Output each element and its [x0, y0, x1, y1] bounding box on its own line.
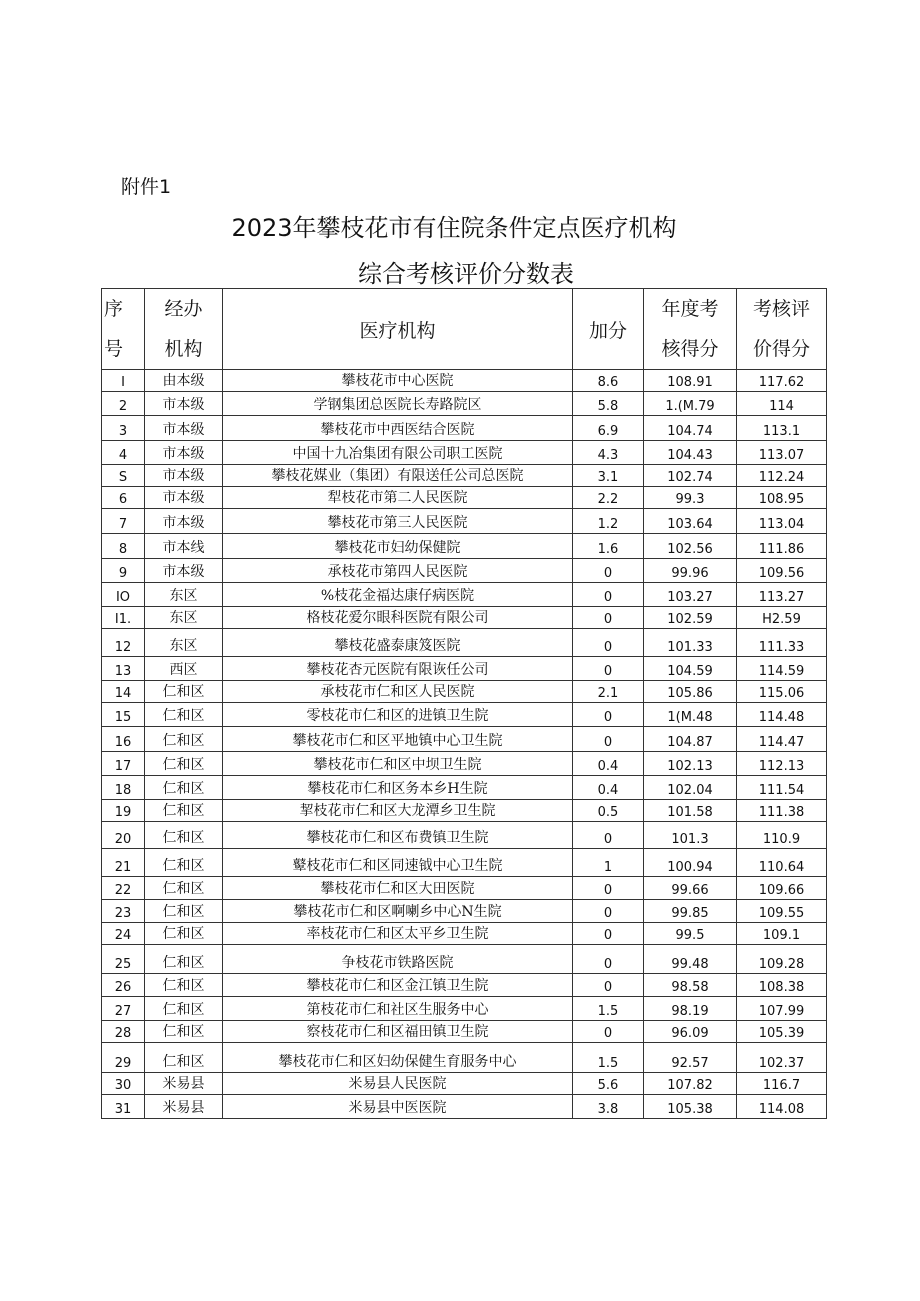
row-level: 市本级 [145, 441, 223, 465]
row-level: 仁和区 [145, 681, 223, 703]
row-final-score: 102.37 [737, 1043, 827, 1073]
row-seq: 27 [102, 997, 145, 1021]
row-annual-score: 99.85 [644, 900, 737, 923]
row-final-score: 114.47 [737, 727, 827, 752]
row-seq: 31 [102, 1095, 145, 1119]
table-header-row [102, 289, 827, 370]
row-annual-score: 108.91 [644, 370, 737, 392]
table-row [102, 534, 827, 559]
row-annual-score: 102.13 [644, 752, 737, 776]
table-row [102, 1043, 827, 1073]
row-org: 挈枝花市仁和区大龙潭乡卫生院 [223, 800, 573, 822]
table-row [102, 416, 827, 441]
row-annual-score: 1.(M.79 [644, 392, 737, 416]
row-seq: 4 [102, 441, 145, 465]
row-annual-score: 99.5 [644, 923, 737, 945]
row-final-score: 117.62 [737, 370, 827, 392]
table-row [102, 800, 827, 822]
row-level: 西区 [145, 657, 223, 681]
row-annual-score: 102.74 [644, 465, 737, 487]
row-seq: 12 [102, 629, 145, 657]
row-org: 察枝花市仁和区福田镇卫生院 [223, 1021, 573, 1043]
row-seq: 8 [102, 534, 145, 559]
row-level: 仁和区 [145, 800, 223, 822]
row-annual-score: 101.33 [644, 629, 737, 657]
row-final-score: 113.04 [737, 509, 827, 534]
row-bonus: 5.6 [573, 1073, 644, 1095]
table-row [102, 752, 827, 776]
row-bonus: 0 [573, 945, 644, 974]
row-level: 仁和区 [145, 945, 223, 974]
row-final-score: 110.64 [737, 849, 827, 877]
row-final-score: 109.28 [737, 945, 827, 974]
row-final-score: 116.7 [737, 1073, 827, 1095]
row-bonus: 0 [573, 559, 644, 583]
header-bonus: 加分 [573, 289, 644, 370]
row-org: 承枝花市第四人民医院 [223, 559, 573, 583]
row-bonus: 0 [573, 1021, 644, 1043]
table-row [102, 465, 827, 487]
table-row [102, 657, 827, 681]
row-seq: 15 [102, 703, 145, 727]
row-annual-score: 99.96 [644, 559, 737, 583]
table-row [102, 681, 827, 703]
table-row [102, 509, 827, 534]
row-bonus: 2.1 [573, 681, 644, 703]
row-level: 仁和区 [145, 1043, 223, 1073]
header-level [145, 289, 223, 370]
row-seq: 30 [102, 1073, 145, 1095]
table-row [102, 487, 827, 509]
table-row [102, 1095, 827, 1119]
table-row [102, 703, 827, 727]
row-seq: I1. [102, 607, 145, 629]
row-seq: 9 [102, 559, 145, 583]
row-seq: 14 [102, 681, 145, 703]
table-row [102, 629, 827, 657]
header-annual-top: 年度考 [661, 298, 719, 320]
header-level-top: 经办 [164, 298, 203, 320]
row-final-score: 105.39 [737, 1021, 827, 1043]
page-title-line-2: 综合考核评价分数表 [358, 260, 574, 288]
row-final-score: 111.86 [737, 534, 827, 559]
header-org: 医疗机构 [223, 289, 573, 370]
header-final [737, 289, 827, 370]
row-annual-score: 104.87 [644, 727, 737, 752]
row-final-score: 112.13 [737, 752, 827, 776]
row-level: 仁和区 [145, 822, 223, 849]
row-seq: 24 [102, 923, 145, 945]
row-level: 东区 [145, 583, 223, 607]
row-annual-score: 98.19 [644, 997, 737, 1021]
row-org: 攀枝花市仁和区大田医院 [223, 877, 573, 900]
row-org: 攀枝花市中心医院 [223, 370, 573, 392]
row-annual-score: 99.66 [644, 877, 737, 900]
row-bonus: 0 [573, 657, 644, 681]
row-final-score: 111.33 [737, 629, 827, 657]
row-bonus: 0 [573, 900, 644, 923]
table-row [102, 974, 827, 997]
table-row [102, 1021, 827, 1043]
row-final-score: 110.9 [737, 822, 827, 849]
row-final-score: 109.66 [737, 877, 827, 900]
row-level: 市本级 [145, 559, 223, 583]
row-final-score: 108.95 [737, 487, 827, 509]
row-bonus: 0.4 [573, 752, 644, 776]
row-level: 米易县 [145, 1095, 223, 1119]
header-seq-top: 序 [104, 298, 124, 320]
row-seq: 16 [102, 727, 145, 752]
row-org: 攀枝花市仁和区务本乡H生院 [223, 776, 573, 800]
row-final-score: 108.38 [737, 974, 827, 997]
row-final-score: 109.55 [737, 900, 827, 923]
table-row [102, 997, 827, 1021]
table-row [102, 849, 827, 877]
row-org: 攀枝花市仁和区中坝卫生院 [223, 752, 573, 776]
row-seq: 21 [102, 849, 145, 877]
row-bonus: 2.2 [573, 487, 644, 509]
row-final-score: 114.48 [737, 703, 827, 727]
table-row [102, 923, 827, 945]
row-seq: 3 [102, 416, 145, 441]
row-org: 争枝花市铁路医院 [223, 945, 573, 974]
row-level: 仁和区 [145, 877, 223, 900]
row-seq: 23 [102, 900, 145, 923]
row-annual-score: 102.56 [644, 534, 737, 559]
row-level: 仁和区 [145, 752, 223, 776]
row-level: 市本级 [145, 509, 223, 534]
row-final-score: 111.38 [737, 800, 827, 822]
row-bonus: 0.4 [573, 776, 644, 800]
row-org: 攀枝花市第三人民医院 [223, 509, 573, 534]
row-final-score: 113.1 [737, 416, 827, 441]
table-row [102, 1073, 827, 1095]
row-annual-score: 101.3 [644, 822, 737, 849]
row-org: 攀枝花盛泰康笈医院 [223, 629, 573, 657]
row-level: 市本级 [145, 392, 223, 416]
row-bonus: 8.6 [573, 370, 644, 392]
row-bonus: 1 [573, 849, 644, 877]
row-org: 攀枝花杏元医院有限诙任公司 [223, 657, 573, 681]
row-final-score: 107.99 [737, 997, 827, 1021]
row-seq: S [102, 465, 145, 487]
score-table [101, 288, 827, 1119]
header-annual-bottom: 核得分 [661, 338, 719, 360]
row-level: 仁和区 [145, 849, 223, 877]
row-org: 米易县中医医院 [223, 1095, 573, 1119]
row-org: 攀枝花市仁和区平地镇中心卫生院 [223, 727, 573, 752]
row-annual-score: 100.94 [644, 849, 737, 877]
table-row [102, 392, 827, 416]
row-org: 攀枝花媒业（集团）有限送任公司总医院 [223, 465, 573, 487]
row-org: 第枝花市仁和社区生服务中心 [223, 997, 573, 1021]
row-annual-score: 103.27 [644, 583, 737, 607]
row-org: 承枝花市仁和区人民医院 [223, 681, 573, 703]
row-bonus: 0 [573, 974, 644, 997]
row-annual-score: 98.58 [644, 974, 737, 997]
row-org: 中国十九冶集团有限公司职工医院 [223, 441, 573, 465]
row-bonus: 0 [573, 607, 644, 629]
row-seq: 13 [102, 657, 145, 681]
table-row [102, 945, 827, 974]
row-final-score: 114.08 [737, 1095, 827, 1119]
row-bonus: 5.8 [573, 392, 644, 416]
row-bonus: 0 [573, 727, 644, 752]
row-seq: 17 [102, 752, 145, 776]
row-annual-score: 105.86 [644, 681, 737, 703]
row-org: 攀枝花市妇幼保健院 [223, 534, 573, 559]
row-seq: 6 [102, 487, 145, 509]
row-seq: 7 [102, 509, 145, 534]
attachment-label: 附件1 [121, 176, 172, 198]
row-bonus: 6.9 [573, 416, 644, 441]
row-level: 由本级 [145, 370, 223, 392]
row-annual-score: 104.43 [644, 441, 737, 465]
row-level: 市本线 [145, 534, 223, 559]
row-seq: 22 [102, 877, 145, 900]
row-level: 市本级 [145, 487, 223, 509]
row-level: 仁和区 [145, 727, 223, 752]
row-org: 攀枝花市仁和区金江镇卫生院 [223, 974, 573, 997]
row-annual-score: 102.04 [644, 776, 737, 800]
row-final-score: 109.1 [737, 923, 827, 945]
row-bonus: 1.5 [573, 997, 644, 1021]
row-final-score: 115.06 [737, 681, 827, 703]
row-bonus: 1.5 [573, 1043, 644, 1073]
row-org: 零枝花市仁和区的进镇卫生院 [223, 703, 573, 727]
page-title-line-1: 2023年攀枝花市有住院条件定点医疗机构 [231, 214, 677, 242]
row-seq: 20 [102, 822, 145, 849]
row-final-score: 113.27 [737, 583, 827, 607]
header-level-bottom: 机构 [164, 338, 203, 360]
row-annual-score: 99.3 [644, 487, 737, 509]
table-row [102, 822, 827, 849]
row-annual-score: 96.09 [644, 1021, 737, 1043]
row-level: 市本级 [145, 465, 223, 487]
row-annual-score: 104.74 [644, 416, 737, 441]
row-annual-score: 102.59 [644, 607, 737, 629]
row-org: 攀枝花市仁和区妇幼保健生育服务中心 [223, 1043, 573, 1073]
row-org: 攀枝花市仁和区布费镇卫生院 [223, 822, 573, 849]
header-final-bottom: 价得分 [752, 338, 810, 360]
row-bonus: 0 [573, 703, 644, 727]
header-final-top: 考核评 [752, 298, 810, 320]
row-level: 仁和区 [145, 703, 223, 727]
row-seq: 25 [102, 945, 145, 974]
row-org: 鼙枝花市仁和区同速钺中心卫生院 [223, 849, 573, 877]
row-annual-score: 107.82 [644, 1073, 737, 1095]
table-row [102, 583, 827, 607]
row-bonus: 0 [573, 923, 644, 945]
row-level: 仁和区 [145, 923, 223, 945]
row-org: 率枝花市仁和区太平乡卫生院 [223, 923, 573, 945]
row-seq: 28 [102, 1021, 145, 1043]
row-level: 仁和区 [145, 1021, 223, 1043]
row-bonus: 1.6 [573, 534, 644, 559]
table-row [102, 607, 827, 629]
row-org: 学钢集团总医院长寿路院区 [223, 392, 573, 416]
row-bonus: 0 [573, 629, 644, 657]
row-annual-score: 101.58 [644, 800, 737, 822]
header-seq [102, 289, 145, 370]
row-bonus: 3.1 [573, 465, 644, 487]
row-bonus: 0 [573, 877, 644, 900]
header-annual [644, 289, 737, 370]
row-level: 仁和区 [145, 997, 223, 1021]
row-bonus: 3.8 [573, 1095, 644, 1119]
row-level: 仁和区 [145, 974, 223, 997]
row-seq: 2 [102, 392, 145, 416]
row-annual-score: 104.59 [644, 657, 737, 681]
row-annual-score: 92.57 [644, 1043, 737, 1073]
row-final-score: 109.56 [737, 559, 827, 583]
table-row [102, 441, 827, 465]
row-seq: 29 [102, 1043, 145, 1073]
row-level: 东区 [145, 629, 223, 657]
row-seq: IO [102, 583, 145, 607]
row-bonus: 1.2 [573, 509, 644, 534]
table-row [102, 776, 827, 800]
row-final-score: 114 [737, 392, 827, 416]
row-org: 攀枝花市仁和区啊喇乡中心N生院 [223, 900, 573, 923]
row-bonus: 0.5 [573, 800, 644, 822]
row-seq: I [102, 370, 145, 392]
row-bonus: 0 [573, 583, 644, 607]
row-seq: 19 [102, 800, 145, 822]
row-level: 东区 [145, 607, 223, 629]
row-final-score: H2.59 [737, 607, 827, 629]
table-row [102, 559, 827, 583]
row-annual-score: 103.64 [644, 509, 737, 534]
row-org: 米易县人民医院 [223, 1073, 573, 1095]
row-annual-score: 105.38 [644, 1095, 737, 1119]
row-bonus: 4.3 [573, 441, 644, 465]
row-org: 犁枝花市第二人民医院 [223, 487, 573, 509]
table-row [102, 900, 827, 923]
table-row [102, 370, 827, 392]
row-bonus: 0 [573, 822, 644, 849]
row-level: 仁和区 [145, 900, 223, 923]
row-annual-score: 99.48 [644, 945, 737, 974]
row-level: 仁和区 [145, 776, 223, 800]
table-row [102, 727, 827, 752]
row-seq: 26 [102, 974, 145, 997]
header-seq-bottom: 号 [104, 338, 124, 360]
row-org: 格枝花爱尔眼科医院有限公司 [223, 607, 573, 629]
row-seq: 18 [102, 776, 145, 800]
row-org: %枝花金福达康仔病医院 [223, 583, 573, 607]
row-level: 市本级 [145, 416, 223, 441]
row-final-score: 114.59 [737, 657, 827, 681]
row-final-score: 112.24 [737, 465, 827, 487]
row-final-score: 111.54 [737, 776, 827, 800]
table-row [102, 877, 827, 900]
row-org: 攀枝花市中西医结合医院 [223, 416, 573, 441]
row-final-score: 113.07 [737, 441, 827, 465]
row-level: 米易县 [145, 1073, 223, 1095]
row-annual-score: 1(M.48 [644, 703, 737, 727]
